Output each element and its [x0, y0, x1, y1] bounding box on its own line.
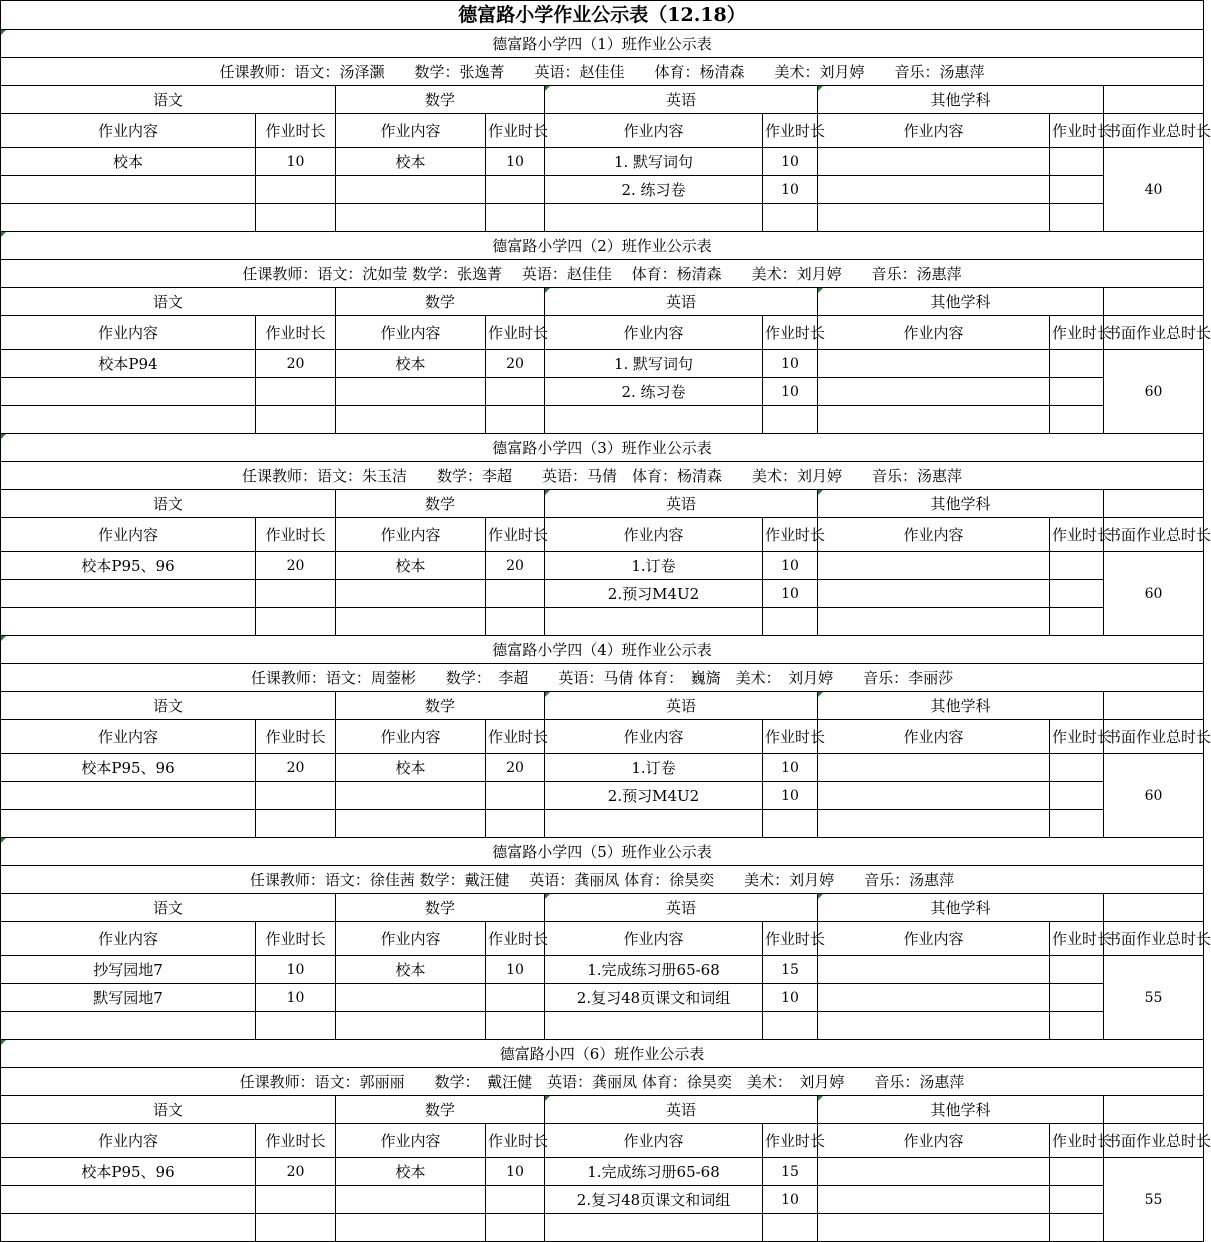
homework-row: [1, 1012, 1204, 1040]
chinese-content-cell: [1, 608, 256, 636]
blank-header-cell: [1104, 894, 1204, 922]
homework-row: [1, 148, 1204, 176]
subject-chinese-header: 语文: [1, 490, 336, 518]
teachers-row: [1, 260, 1204, 288]
chinese-content-header: 作业内容: [1, 316, 256, 350]
english-duration-header: 作业时长: [763, 518, 818, 552]
english-duration-header: 作业时长: [763, 922, 818, 956]
other-duration-cell: [1050, 350, 1104, 378]
subject-header-row: [1, 1096, 1204, 1124]
homework-row: [1, 1214, 1204, 1242]
chinese-content-cell: 校本: [1, 148, 256, 176]
other-duration-cell: [1050, 1158, 1104, 1186]
subject-english-header: 英语: [545, 86, 818, 114]
subject-other-header: 其他学科: [818, 692, 1104, 720]
math-content-cell: 校本: [336, 754, 486, 782]
math-content-header: 作业内容: [336, 114, 486, 148]
english-content-header: 作业内容: [545, 518, 763, 552]
english-duration-cell: 10: [763, 754, 818, 782]
chinese-content-header: 作业内容: [1, 114, 256, 148]
other-duration-cell: [1050, 1214, 1104, 1242]
sheet-title-row: [1, 1, 1204, 30]
math-content-cell: 校本: [336, 956, 486, 984]
homework-row: [1, 984, 1204, 1012]
english-duration-cell: [763, 810, 818, 838]
chinese-duration-cell: [256, 1012, 336, 1040]
other-duration-header: 作业时长: [1050, 922, 1104, 956]
math-duration-cell: [486, 782, 545, 810]
english-duration-cell: 10: [763, 552, 818, 580]
teachers-line: 任课教师：语文：沈如莹 数学：张逸菁 英语：赵佳佳 体育：杨清森 美术：刘月婷 音乐：汤惠萍: [1, 260, 1204, 288]
other-duration-cell: [1050, 1186, 1104, 1214]
subject-english-header: 英语: [545, 894, 818, 922]
teachers-row: [1, 462, 1204, 490]
blank-header-cell: [1104, 490, 1204, 518]
other-duration-cell: [1050, 956, 1104, 984]
chinese-duration-cell: 20: [256, 350, 336, 378]
other-content-cell: [818, 754, 1050, 782]
other-content-cell: [818, 406, 1050, 434]
english-duration-header: 作业时长: [763, 316, 818, 350]
subject-chinese-header: 语文: [1, 86, 336, 114]
teachers-line: 任课教师：语文：周蓥彬 数学： 李超 英语：马倩 体育： 巍旖 美术： 刘月婷 音乐：李丽莎: [1, 664, 1204, 692]
english-content-cell: 1. 默写词句: [545, 350, 763, 378]
english-content-cell: [545, 406, 763, 434]
math-duration-cell: [486, 1186, 545, 1214]
homework-row: [1, 608, 1204, 636]
total-duration-cell: 55: [1104, 1158, 1204, 1242]
class-title: 德富路小学四（4）班作业公示表: [1, 636, 1204, 664]
subject-math-header: 数学: [336, 1096, 545, 1124]
total-duration-cell: 60: [1104, 350, 1204, 434]
chinese-duration-cell: 10: [256, 148, 336, 176]
chinese-duration-cell: [256, 204, 336, 232]
teachers-row: [1, 664, 1204, 692]
teachers-line: 任课教师：语文：朱玉洁 数学：李超 英语：马倩 体育：杨清森 美术：刘月婷 音乐：汤惠萍: [1, 462, 1204, 490]
math-duration-cell: 20: [486, 350, 545, 378]
math-duration-cell: 10: [486, 956, 545, 984]
english-content-header: 作业内容: [545, 114, 763, 148]
subject-english-header: 英语: [545, 288, 818, 316]
chinese-content-cell: [1, 1186, 256, 1214]
chinese-content-header: 作业内容: [1, 1124, 256, 1158]
class-title-row: [1, 434, 1204, 462]
chinese-content-cell: [1, 204, 256, 232]
math-content-cell: [336, 810, 486, 838]
english-content-cell: 2. 练习卷: [545, 378, 763, 406]
chinese-duration-header: 作业时长: [256, 518, 336, 552]
other-duration-cell: [1050, 148, 1104, 176]
chinese-duration-header: 作业时长: [256, 720, 336, 754]
math-content-cell: [336, 176, 486, 204]
subject-math-header: 数学: [336, 490, 545, 518]
other-content-cell: [818, 552, 1050, 580]
math-content-cell: [336, 782, 486, 810]
blank-header-cell: [1104, 288, 1204, 316]
english-content-cell: 1. 默写词句: [545, 148, 763, 176]
class-title: 德富路小四（6）班作业公示表: [1, 1040, 1204, 1068]
other-content-cell: [818, 956, 1050, 984]
other-content-cell: [818, 608, 1050, 636]
other-duration-cell: [1050, 580, 1104, 608]
chinese-content-cell: 校本P94: [1, 350, 256, 378]
english-content-header: 作业内容: [545, 1124, 763, 1158]
math-content-header: 作业内容: [336, 720, 486, 754]
column-header-row: [1, 720, 1204, 754]
other-content-header: 作业内容: [818, 518, 1050, 552]
other-duration-header: 作业时长: [1050, 720, 1104, 754]
subject-header-row: [1, 86, 1204, 114]
homework-row: [1, 552, 1204, 580]
subject-math-header: 数学: [336, 86, 545, 114]
math-content-cell: [336, 378, 486, 406]
subject-chinese-header: 语文: [1, 288, 336, 316]
chinese-duration-cell: [256, 176, 336, 204]
homework-row: [1, 176, 1204, 204]
total-duration-cell: 40: [1104, 148, 1204, 232]
math-duration-cell: 10: [486, 148, 545, 176]
math-duration-cell: [486, 378, 545, 406]
other-content-header: 作业内容: [818, 1124, 1050, 1158]
homework-row: [1, 378, 1204, 406]
english-duration-cell: [763, 1214, 818, 1242]
english-content-cell: 1.完成练习册65-68: [545, 956, 763, 984]
math-content-header: 作业内容: [336, 518, 486, 552]
class-title: 德富路小学四（1）班作业公示表: [1, 30, 1204, 58]
other-content-cell: [818, 782, 1050, 810]
total-duration-header: 书面作业总时长: [1104, 720, 1204, 754]
math-content-cell: [336, 580, 486, 608]
other-duration-cell: [1050, 406, 1104, 434]
subject-chinese-header: 语文: [1, 692, 336, 720]
class-title-row: [1, 232, 1204, 260]
other-content-cell: [818, 148, 1050, 176]
other-content-cell: [818, 1186, 1050, 1214]
chinese-content-cell: 校本P95、96: [1, 552, 256, 580]
english-duration-cell: 10: [763, 148, 818, 176]
math-content-cell: [336, 984, 486, 1012]
other-content-cell: [818, 1214, 1050, 1242]
subject-header-row: [1, 894, 1204, 922]
other-content-header: 作业内容: [818, 316, 1050, 350]
subject-header-row: [1, 288, 1204, 316]
chinese-duration-header: 作业时长: [256, 1124, 336, 1158]
subject-chinese-header: 语文: [1, 1096, 336, 1124]
other-duration-cell: [1050, 1012, 1104, 1040]
subject-english-header: 英语: [545, 1096, 818, 1124]
other-content-cell: [818, 1012, 1050, 1040]
other-duration-cell: [1050, 782, 1104, 810]
homework-row: [1, 1158, 1204, 1186]
total-duration-cell: 60: [1104, 754, 1204, 838]
english-duration-header: 作业时长: [763, 1124, 818, 1158]
math-duration-cell: [486, 984, 545, 1012]
math-duration-cell: [486, 406, 545, 434]
sheet-title: 德富路小学作业公示表（12.18）: [1, 1, 1204, 30]
other-duration-cell: [1050, 378, 1104, 406]
subject-math-header: 数学: [336, 894, 545, 922]
chinese-content-cell: [1, 406, 256, 434]
math-content-header: 作业内容: [336, 316, 486, 350]
english-content-cell: 2.预习M4U2: [545, 782, 763, 810]
english-duration-cell: [763, 406, 818, 434]
other-content-cell: [818, 350, 1050, 378]
chinese-duration-cell: 10: [256, 984, 336, 1012]
other-duration-cell: [1050, 176, 1104, 204]
subject-chinese-header: 语文: [1, 894, 336, 922]
chinese-content-cell: [1, 1012, 256, 1040]
total-duration-cell: 60: [1104, 552, 1204, 636]
english-duration-cell: 15: [763, 1158, 818, 1186]
chinese-content-cell: [1, 378, 256, 406]
homework-row: [1, 782, 1204, 810]
other-content-header: 作业内容: [818, 720, 1050, 754]
english-content-cell: [545, 1012, 763, 1040]
column-header-row: [1, 114, 1204, 148]
homework-row: [1, 350, 1204, 378]
blank-header-cell: [1104, 1096, 1204, 1124]
english-duration-cell: 15: [763, 956, 818, 984]
math-content-header: 作业内容: [336, 922, 486, 956]
chinese-duration-cell: [256, 782, 336, 810]
english-duration-cell: [763, 1012, 818, 1040]
chinese-duration-cell: [256, 1186, 336, 1214]
other-duration-cell: [1050, 984, 1104, 1012]
english-content-cell: 2. 练习卷: [545, 176, 763, 204]
subject-english-header: 英语: [545, 692, 818, 720]
total-duration-header: 书面作业总时长: [1104, 316, 1204, 350]
teachers-line: 任课教师：语文：郭丽丽 数学： 戴汪健 英语：龚丽凤 体育：徐昊奕 美术： 刘月婷 音乐：汤惠萍: [1, 1068, 1204, 1096]
subject-other-header: 其他学科: [818, 86, 1104, 114]
english-content-cell: 2.复习48页课文和词组: [545, 984, 763, 1012]
math-duration-header: 作业时长: [486, 114, 545, 148]
chinese-duration-cell: [256, 580, 336, 608]
teachers-line: 任课教师：语文：徐佳茜 数学：戴汪健 英语：龚丽凤 体育：徐昊奕 美术：刘月婷 音乐：汤惠萍: [1, 866, 1204, 894]
chinese-content-header: 作业内容: [1, 720, 256, 754]
other-duration-header: 作业时长: [1050, 114, 1104, 148]
math-content-cell: [336, 1214, 486, 1242]
other-duration-header: 作业时长: [1050, 316, 1104, 350]
math-duration-cell: 20: [486, 552, 545, 580]
other-duration-cell: [1050, 204, 1104, 232]
english-content-header: 作业内容: [545, 922, 763, 956]
english-duration-cell: 10: [763, 580, 818, 608]
chinese-content-cell: [1, 1214, 256, 1242]
math-duration-cell: [486, 810, 545, 838]
english-duration-cell: 10: [763, 378, 818, 406]
math-content-cell: [336, 608, 486, 636]
english-duration-cell: [763, 204, 818, 232]
math-content-cell: 校本: [336, 1158, 486, 1186]
english-content-cell: 1.完成练习册65-68: [545, 1158, 763, 1186]
english-duration-header: 作业时长: [763, 114, 818, 148]
blank-header-cell: [1104, 692, 1204, 720]
other-content-cell: [818, 580, 1050, 608]
math-duration-cell: [486, 204, 545, 232]
total-duration-header: 书面作业总时长: [1104, 922, 1204, 956]
chinese-content-header: 作业内容: [1, 922, 256, 956]
subject-math-header: 数学: [336, 288, 545, 316]
subject-header-row: [1, 692, 1204, 720]
subject-other-header: 其他学科: [818, 288, 1104, 316]
other-duration-cell: [1050, 608, 1104, 636]
english-duration-cell: [763, 608, 818, 636]
chinese-duration-cell: [256, 1214, 336, 1242]
total-duration-cell: 55: [1104, 956, 1204, 1040]
teachers-line: 任课教师：语文：汤泽灏 数学：张逸菁 英语：赵佳佳 体育：杨清森 美术：刘月婷 音乐：汤惠萍: [1, 58, 1204, 86]
english-content-header: 作业内容: [545, 720, 763, 754]
subject-english-header: 英语: [545, 490, 818, 518]
homework-row: [1, 204, 1204, 232]
chinese-content-cell: 默写园地7: [1, 984, 256, 1012]
other-content-cell: [818, 378, 1050, 406]
column-header-row: [1, 1124, 1204, 1158]
class-title-row: [1, 1040, 1204, 1068]
subject-math-header: 数学: [336, 692, 545, 720]
teachers-row: [1, 1068, 1204, 1096]
english-duration-cell: 10: [763, 1186, 818, 1214]
chinese-content-cell: 校本P95、96: [1, 1158, 256, 1186]
english-duration-cell: 10: [763, 350, 818, 378]
math-content-cell: 校本: [336, 552, 486, 580]
chinese-duration-cell: 10: [256, 956, 336, 984]
math-duration-cell: [486, 1012, 545, 1040]
math-duration-header: 作业时长: [486, 720, 545, 754]
chinese-content-cell: [1, 810, 256, 838]
class-title: 德富路小学四（2）班作业公示表: [1, 232, 1204, 260]
english-content-cell: [545, 608, 763, 636]
english-content-cell: [545, 810, 763, 838]
blank-header-cell: [1104, 86, 1204, 114]
math-content-cell: 校本: [336, 350, 486, 378]
other-content-cell: [818, 204, 1050, 232]
subject-other-header: 其他学科: [818, 1096, 1104, 1124]
chinese-content-cell: [1, 782, 256, 810]
teachers-row: [1, 58, 1204, 86]
homework-row: [1, 1186, 1204, 1214]
other-duration-cell: [1050, 810, 1104, 838]
english-duration-cell: 10: [763, 176, 818, 204]
subject-header-row: [1, 490, 1204, 518]
column-header-row: [1, 922, 1204, 956]
english-duration-header: 作业时长: [763, 720, 818, 754]
total-duration-header: 书面作业总时长: [1104, 1124, 1204, 1158]
other-duration-cell: [1050, 754, 1104, 782]
english-content-cell: 1.订卷: [545, 754, 763, 782]
math-duration-cell: [486, 608, 545, 636]
chinese-content-cell: [1, 176, 256, 204]
other-duration-header: 作业时长: [1050, 518, 1104, 552]
other-duration-header: 作业时长: [1050, 1124, 1104, 1158]
column-header-row: [1, 518, 1204, 552]
subject-other-header: 其他学科: [818, 894, 1104, 922]
other-content-cell: [818, 984, 1050, 1012]
math-content-cell: [336, 1186, 486, 1214]
math-content-cell: [336, 1012, 486, 1040]
chinese-duration-header: 作业时长: [256, 316, 336, 350]
chinese-duration-cell: 20: [256, 552, 336, 580]
chinese-duration-cell: [256, 810, 336, 838]
chinese-content-header: 作业内容: [1, 518, 256, 552]
class-title-row: [1, 636, 1204, 664]
other-content-header: 作业内容: [818, 114, 1050, 148]
column-header-row: [1, 316, 1204, 350]
math-duration-header: 作业时长: [486, 316, 545, 350]
chinese-duration-header: 作业时长: [256, 114, 336, 148]
class-title: 德富路小学四（5）班作业公示表: [1, 838, 1204, 866]
chinese-duration-cell: [256, 378, 336, 406]
english-duration-cell: 10: [763, 984, 818, 1012]
english-content-cell: [545, 1214, 763, 1242]
english-content-header: 作业内容: [545, 316, 763, 350]
chinese-content-cell: [1, 580, 256, 608]
chinese-duration-cell: 20: [256, 754, 336, 782]
total-duration-header: 书面作业总时长: [1104, 114, 1204, 148]
class-title: 德富路小学四（3）班作业公示表: [1, 434, 1204, 462]
other-content-cell: [818, 1158, 1050, 1186]
chinese-content-cell: 抄写园地7: [1, 956, 256, 984]
homework-row: [1, 810, 1204, 838]
homework-row: [1, 406, 1204, 434]
english-content-cell: 2.复习48页课文和词组: [545, 1186, 763, 1214]
chinese-duration-header: 作业时长: [256, 922, 336, 956]
homework-row: [1, 580, 1204, 608]
math-content-cell: 校本: [336, 148, 486, 176]
english-content-cell: 2.预习M4U2: [545, 580, 763, 608]
chinese-duration-cell: [256, 608, 336, 636]
math-content-header: 作业内容: [336, 1124, 486, 1158]
math-duration-header: 作业时长: [486, 922, 545, 956]
teachers-row: [1, 866, 1204, 894]
other-content-cell: [818, 176, 1050, 204]
math-duration-header: 作业时长: [486, 518, 545, 552]
math-duration-cell: 10: [486, 1158, 545, 1186]
math-duration-cell: [486, 580, 545, 608]
english-duration-cell: 10: [763, 782, 818, 810]
english-content-cell: [545, 204, 763, 232]
english-content-cell: 1.订卷: [545, 552, 763, 580]
math-duration-header: 作业时长: [486, 1124, 545, 1158]
class-title-row: [1, 30, 1204, 58]
chinese-duration-cell: 20: [256, 1158, 336, 1186]
math-content-cell: [336, 406, 486, 434]
homework-row: [1, 956, 1204, 984]
math-content-cell: [336, 204, 486, 232]
subject-other-header: 其他学科: [818, 490, 1104, 518]
total-duration-header: 书面作业总时长: [1104, 518, 1204, 552]
other-content-header: 作业内容: [818, 922, 1050, 956]
homework-row: [1, 754, 1204, 782]
math-duration-cell: [486, 1214, 545, 1242]
chinese-content-cell: 校本P95、96: [1, 754, 256, 782]
other-content-cell: [818, 810, 1050, 838]
class-title-row: [1, 838, 1204, 866]
chinese-duration-cell: [256, 406, 336, 434]
math-duration-cell: [486, 176, 545, 204]
math-duration-cell: 20: [486, 754, 545, 782]
other-duration-cell: [1050, 552, 1104, 580]
